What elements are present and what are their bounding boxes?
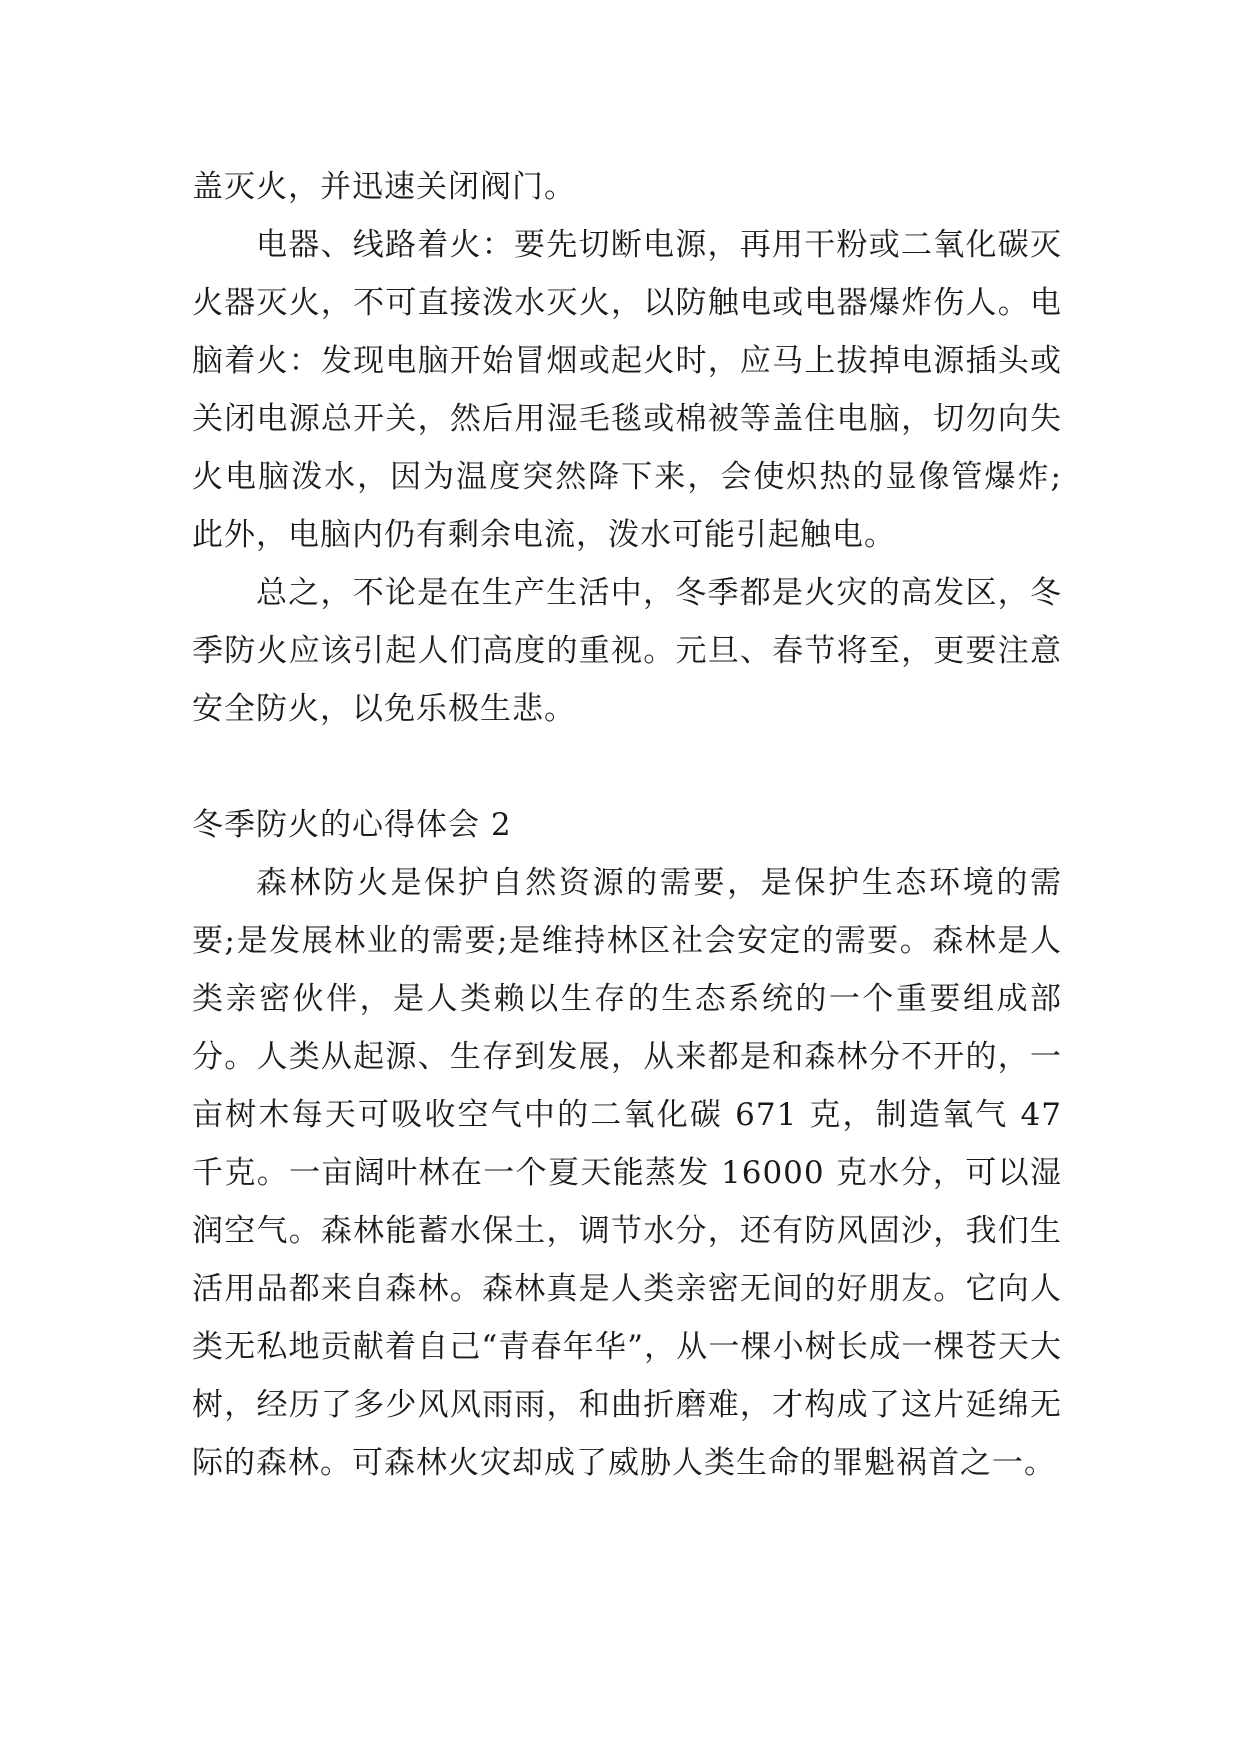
section-title: 冬季防火的心得体会 2 [192, 807, 512, 843]
document-body [192, 158, 1062, 1492]
paragraph-continued: 盖灭火，并迅速关闭阀门。 [192, 169, 576, 205]
paragraph-summary: 总之，不论是在生产生活中，冬季都是火灾的高发区，冬季防火应该引起人们高度的重视。元旦、春节将至，更要注意安全防火，以免乐极生悲。 [192, 575, 1062, 727]
paragraph-electrical-fire: 电器、线路着火：要先切断电源，再用干粉或二氧化碳灭火器灭火，不可直接泼水灭火，以防触电或电器爆炸伤人。电脑着火：发现电脑开始冒烟或起火时，应马上拔掉电源插头或关闭电源总开关，然后用湿毛毯或棉被等盖住电脑，切勿向失火电脑泼水，因为温度突然降下来，会使炽热的显像管爆炸;此外，电脑内仍有剩余电流，泼水可能引起触电。 [192, 227, 1062, 553]
paragraph-forest-fire: 森林防火是保护自然资源的需要，是保护生态环境的需要;是发展林业的需要;是维持林区社会安定的需要。森林是人类亲密伙伴，是人类赖以生存的生态系统的一个重要组成部分。人类从起源、生存到发展，从来都是和森林分不开的，一亩树木每天可吸收空气中的二氧化碳 671 克，制造氧气 47 千克。一亩阔叶林在一个夏天能蒸发 16000 克水分，可以湿润空气。森林能蓄水保土，调节水分，还有防风固沙，我们生活用品都来自森林。森林真是人类亲密无间的好朋友。它向人类无私地贡献着自己“青春年华”，从一棵小树长成一棵苍天大树，经历了多少风风雨雨，和曲折磨难，才构成了这片延绵无际的森林。可森林火灾却成了威胁人类生命的罪魁祸首之一。 [192, 865, 1062, 1481]
